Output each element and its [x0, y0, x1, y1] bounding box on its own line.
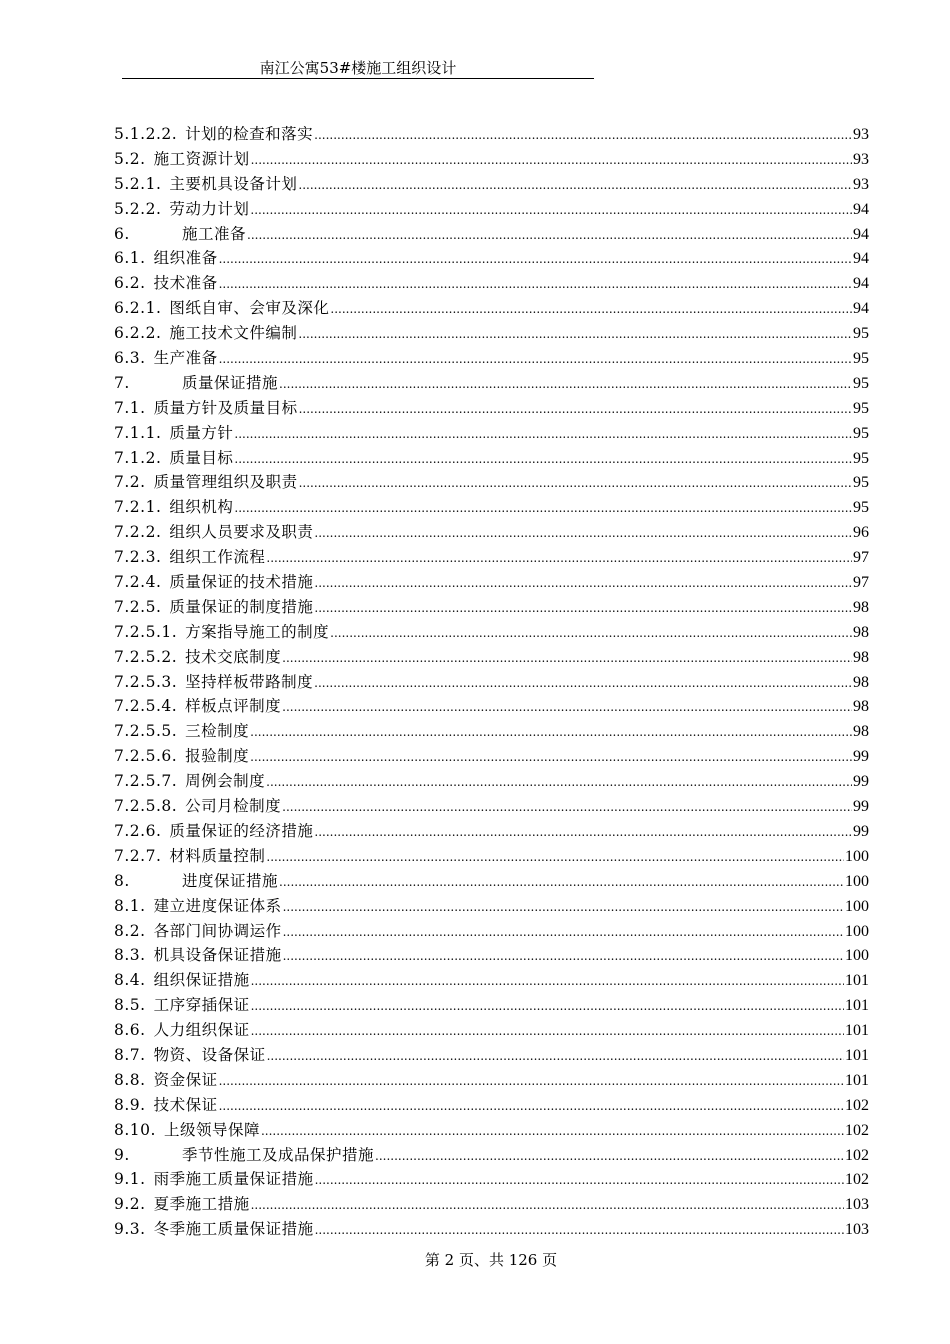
dot-leader	[330, 302, 852, 316]
toc-entry-number: 8.8.	[114, 1070, 146, 1089]
toc-entry-number: 7.	[114, 373, 130, 392]
dot-leader	[279, 875, 844, 889]
toc-entry-number: 7.2.3.	[114, 548, 162, 567]
toc-entry-number: 7.2.5.1.	[114, 622, 178, 641]
toc-entry[interactable]	[114, 520, 869, 545]
toc-entry-title: 坚持样板带路制度	[185, 672, 314, 691]
toc-entry-page: 100	[845, 872, 869, 890]
toc-entry[interactable]	[114, 570, 869, 595]
toc-entry-number: 7.2.5.4.	[114, 697, 178, 716]
toc-entry[interactable]	[114, 172, 869, 197]
dot-leader	[219, 352, 852, 366]
toc-entry-title: 图纸自审、会审及深化	[169, 299, 330, 318]
toc-entry[interactable]	[114, 670, 869, 695]
toc-entry-number: 8.10.	[114, 1120, 156, 1139]
toc-entry-title: 报验制度	[185, 747, 250, 766]
toc-entry-page: 102	[845, 1146, 869, 1164]
toc-entry-title: 材料质量控制	[169, 846, 266, 865]
toc-entry-number: 7.2.5.8.	[114, 797, 178, 816]
toc-entry[interactable]	[114, 446, 869, 471]
toc-entry-number: 8.	[114, 871, 130, 890]
toc-entry[interactable]	[114, 943, 869, 968]
toc-entry-number: 7.2.5.6.	[114, 747, 178, 766]
dot-leader	[261, 1124, 844, 1138]
toc-entry-number: 8.7.	[114, 1045, 146, 1064]
dot-leader	[266, 775, 852, 789]
toc-entry-title: 施工资源计划	[153, 149, 250, 168]
toc-entry-page: 95	[853, 374, 869, 392]
toc-entry[interactable]	[114, 495, 869, 520]
toc-entry-number: 7.2.2.	[114, 523, 162, 542]
toc-entry-page: 100	[845, 897, 869, 915]
toc-entry-number: 7.2.5.5.	[114, 722, 178, 741]
dot-leader	[219, 277, 852, 291]
toc-entry-page: 94	[853, 200, 869, 218]
toc-entry-title: 质量方针及质量目标	[153, 398, 298, 417]
toc-entry[interactable]	[114, 271, 869, 296]
toc-entry-title: 组织人员要求及职责	[169, 523, 314, 542]
toc-entry-number: 7.2.5.	[114, 597, 162, 616]
toc-entry[interactable]	[114, 222, 869, 247]
toc-entry-title: 三检制度	[185, 722, 250, 741]
toc-entry-page: 100	[845, 922, 869, 940]
toc-entry-page: 101	[845, 972, 869, 990]
toc-entry-number: 6.1.	[114, 249, 146, 268]
toc-entry-number: 7.1.	[114, 398, 146, 417]
dot-leader	[251, 1024, 844, 1038]
dot-leader	[330, 626, 852, 640]
toc-entry-title: 施工技术文件编制	[169, 324, 298, 343]
toc-entry[interactable]	[114, 844, 869, 869]
toc-entry-number: 5.2.2.	[114, 199, 162, 218]
toc-entry[interactable]	[114, 1043, 869, 1068]
dot-leader	[251, 999, 844, 1013]
toc-entry-title: 组织工作流程	[169, 548, 266, 567]
toc-entry[interactable]	[114, 396, 869, 421]
toc-entry-title: 工序穿插保证	[153, 996, 250, 1015]
toc-entry-page: 101	[845, 1046, 869, 1064]
toc-entry-title: 资金保证	[153, 1070, 218, 1089]
dot-leader	[219, 1074, 844, 1088]
toc-entry-page: 103	[845, 1196, 869, 1214]
toc-entry-number: 7.1.2.	[114, 448, 162, 467]
toc-entry-title: 建立进度保证体系	[153, 896, 282, 915]
toc-entry[interactable]	[114, 968, 869, 993]
toc-entry-number: 9.	[114, 1145, 130, 1164]
toc-entry-title: 质量管理组织及职责	[153, 473, 298, 492]
toc-entry[interactable]	[114, 1192, 869, 1217]
toc-entry-number: 7.2.7.	[114, 846, 162, 865]
dot-leader	[314, 601, 852, 615]
toc-entry-number: 8.1.	[114, 896, 146, 915]
toc-entry[interactable]	[114, 694, 869, 719]
toc-entry-number: 7.2.5.2.	[114, 647, 178, 666]
toc-entry-page: 98	[853, 673, 869, 691]
toc-entry-page: 102	[845, 1121, 869, 1139]
toc-entry-page: 100	[845, 947, 869, 965]
dot-leader	[250, 203, 852, 217]
toc-entry-number: 8.9.	[114, 1095, 146, 1114]
toc-entry-title: 质量保证的制度措施	[169, 597, 314, 616]
toc-entry-page: 94	[853, 275, 869, 293]
toc-entry[interactable]	[114, 819, 869, 844]
toc-entry-page: 102	[845, 1171, 869, 1189]
dot-leader	[283, 900, 844, 914]
toc-entry-page: 94	[853, 300, 869, 318]
dot-leader	[315, 1173, 844, 1187]
toc-entry-title: 质量目标	[169, 448, 234, 467]
toc-entry-number: 5.1.2.2.	[114, 125, 178, 143]
dot-leader	[283, 949, 844, 963]
toc-entry-page: 94	[853, 225, 869, 243]
toc-entry-title: 施工准备	[182, 224, 247, 243]
toc-entry-page: 99	[853, 773, 869, 791]
toc-entry[interactable]	[114, 1118, 869, 1143]
toc-entry-page: 101	[845, 1022, 869, 1040]
toc-entry-page: 95	[853, 449, 869, 467]
toc-entry-title: 劳动力计划	[169, 199, 250, 218]
toc-entry-page: 101	[845, 997, 869, 1015]
toc-entry-number: 8.2.	[114, 921, 146, 940]
toc-entry-page: 93	[853, 126, 869, 143]
dot-leader	[282, 700, 852, 714]
toc-entry-page: 97	[853, 549, 869, 567]
toc-entry-page: 98	[853, 648, 869, 666]
dot-leader	[299, 476, 852, 490]
toc-entry-title: 质量保证的技术措施	[169, 573, 314, 592]
dot-leader	[314, 825, 852, 839]
page-number: 第 2 页、共 126 页	[424, 1251, 558, 1269]
toc-entry-page: 101	[845, 1071, 869, 1089]
dot-leader	[219, 1099, 844, 1113]
toc-entry[interactable]	[114, 993, 869, 1018]
toc-entry[interactable]	[114, 321, 869, 346]
toc-entry-number: 8.4.	[114, 971, 146, 990]
toc-entry-number: 7.2.6.	[114, 821, 162, 840]
toc-entry-title: 主要机具设备计划	[169, 174, 298, 193]
toc-entry-title: 季节性施工及成品保护措施	[182, 1145, 375, 1164]
dot-leader	[315, 1223, 844, 1237]
toc-entry[interactable]	[114, 246, 869, 271]
toc-entry-title: 上级领导保障	[163, 1120, 260, 1139]
dot-leader	[279, 377, 852, 391]
toc-entry-page: 100	[845, 847, 869, 865]
toc-entry-page: 98	[853, 623, 869, 641]
toc-entry-page: 99	[853, 822, 869, 840]
toc-entry-page: 95	[853, 350, 869, 368]
dot-leader	[234, 501, 852, 515]
toc-entry-page: 95	[853, 474, 869, 492]
toc-entry-title: 雨季施工质量保证措施	[153, 1170, 314, 1189]
toc-entry-page: 95	[853, 424, 869, 442]
toc-entry-number: 9.2.	[114, 1195, 146, 1214]
toc-entry-page: 99	[853, 798, 869, 816]
toc-entry-number: 9.1.	[114, 1170, 146, 1189]
dot-leader	[251, 153, 852, 167]
toc-entry-title: 技术保证	[153, 1095, 218, 1114]
toc-entry-number: 6.	[114, 224, 130, 243]
dot-leader	[282, 651, 852, 665]
toc-entry[interactable]	[114, 1217, 869, 1242]
toc-entry[interactable]	[114, 769, 869, 794]
toc-entry[interactable]	[114, 645, 869, 670]
toc-entry-page: 102	[845, 1096, 869, 1114]
toc-entry[interactable]	[114, 620, 869, 645]
dot-leader	[266, 551, 852, 565]
toc-entry[interactable]	[114, 794, 869, 819]
toc-entry-title: 质量保证措施	[182, 373, 279, 392]
toc-entry-number: 7.2.5.3.	[114, 672, 178, 691]
dot-leader	[282, 800, 852, 814]
toc-entry-title: 夏季施工措施	[153, 1195, 250, 1214]
toc-entry-title: 各部门间协调运作	[153, 921, 282, 940]
toc-entry-title: 人力组织保证	[153, 1021, 250, 1040]
toc-entry-number: 6.3.	[114, 349, 146, 368]
toc-entry-title: 公司月检制度	[185, 797, 282, 816]
dot-leader	[375, 1149, 844, 1163]
dot-leader	[251, 1198, 844, 1212]
toc-entry-page: 96	[853, 524, 869, 542]
toc-entry-page: 99	[853, 748, 869, 766]
dot-leader	[219, 252, 852, 266]
toc-entry-page: 95	[853, 399, 869, 417]
toc-entry-title: 质量保证的经济措施	[169, 821, 314, 840]
toc-entry-title: 机具设备保证措施	[153, 946, 282, 965]
toc-entry[interactable]	[114, 122, 869, 147]
toc-entry[interactable]	[114, 371, 869, 396]
toc-entry-number: 7.1.1.	[114, 423, 162, 442]
toc-entry[interactable]	[114, 1143, 869, 1168]
toc-entry-page: 94	[853, 250, 869, 268]
toc-entry[interactable]	[114, 719, 869, 744]
page-header	[122, 58, 594, 79]
toc-entry[interactable]	[114, 421, 869, 446]
toc-entry-title: 生产准备	[153, 349, 218, 368]
toc-entry[interactable]	[114, 1093, 869, 1118]
dot-leader	[234, 452, 852, 466]
toc-entry[interactable]	[114, 470, 869, 495]
dot-leader	[283, 925, 844, 939]
dot-leader	[251, 974, 844, 988]
toc-entry-number: 9.3.	[114, 1220, 146, 1239]
dot-leader	[298, 327, 852, 341]
toc-entry-page: 95	[853, 325, 869, 343]
toc-entry-title: 进度保证措施	[182, 871, 279, 890]
toc-entry-number: 7.2.5.7.	[114, 772, 178, 791]
dot-leader	[267, 1049, 844, 1063]
toc-entry[interactable]	[114, 744, 869, 769]
dot-leader	[247, 228, 852, 242]
toc-entry[interactable]	[114, 1068, 869, 1093]
table-of-contents	[114, 122, 869, 1242]
header-title: 南江公寓53#楼施工组织设计	[259, 59, 457, 77]
toc-entry-title: 质量方针	[169, 423, 234, 442]
toc-entry-title: 周例会制度	[185, 772, 266, 791]
toc-entry-page: 103	[845, 1221, 869, 1239]
toc-entry[interactable]	[114, 346, 869, 371]
dot-leader	[234, 427, 852, 441]
toc-entry[interactable]	[114, 197, 869, 222]
dot-leader	[314, 526, 852, 540]
toc-entry-number: 5.2.	[114, 149, 146, 168]
toc-entry-page: 97	[853, 574, 869, 592]
toc-entry[interactable]	[114, 595, 869, 620]
toc-entry-title: 样板点评制度	[185, 697, 282, 716]
toc-entry-number: 6.2.1.	[114, 299, 162, 318]
toc-entry-title: 组织准备	[153, 249, 218, 268]
dot-leader	[299, 402, 852, 416]
toc-entry-number: 8.5.	[114, 996, 146, 1015]
toc-entry-number: 7.2.4.	[114, 573, 162, 592]
dot-leader	[314, 676, 852, 690]
toc-entry-number: 7.2.	[114, 473, 146, 492]
toc-entry-page: 98	[853, 698, 869, 716]
toc-entry-page: 98	[853, 598, 869, 616]
dot-leader	[250, 725, 852, 739]
toc-entry-number: 8.3.	[114, 946, 146, 965]
toc-entry[interactable]	[114, 1018, 869, 1043]
toc-entry-number: 7.2.1.	[114, 498, 162, 517]
toc-entry-number: 6.2.2.	[114, 324, 162, 343]
toc-entry-title: 技术交底制度	[185, 647, 282, 666]
toc-entry-title: 组织机构	[169, 498, 234, 517]
toc-entry[interactable]	[114, 147, 869, 172]
dot-leader	[266, 850, 844, 864]
toc-entry-title: 方案指导施工的制度	[185, 622, 330, 641]
toc-entry-page: 98	[853, 723, 869, 741]
dot-leader	[250, 750, 852, 764]
toc-entry[interactable]	[114, 869, 869, 894]
toc-entry-number: 5.2.1.	[114, 174, 162, 193]
toc-entry-page: 95	[853, 499, 869, 517]
toc-entry-page: 93	[853, 175, 869, 193]
toc-entry[interactable]	[114, 1167, 869, 1192]
toc-entry-number: 8.6.	[114, 1021, 146, 1040]
dot-leader	[298, 178, 852, 192]
dot-leader	[314, 128, 852, 142]
page-footer	[0, 1249, 950, 1270]
toc-entry[interactable]	[114, 296, 869, 321]
toc-entry-page: 93	[853, 150, 869, 168]
toc-entry-title: 物资、设备保证	[153, 1045, 266, 1064]
toc-entry-number: 6.2.	[114, 274, 146, 293]
toc-entry-title: 技术准备	[153, 274, 218, 293]
toc-entry-title: 冬季施工质量保证措施	[153, 1220, 314, 1239]
toc-entry[interactable]	[114, 894, 869, 919]
toc-entry[interactable]	[114, 545, 869, 570]
toc-entry-title: 计划的检查和落实	[185, 125, 314, 143]
dot-leader	[314, 576, 852, 590]
toc-entry-title: 组织保证措施	[153, 971, 250, 990]
toc-entry[interactable]	[114, 919, 869, 944]
